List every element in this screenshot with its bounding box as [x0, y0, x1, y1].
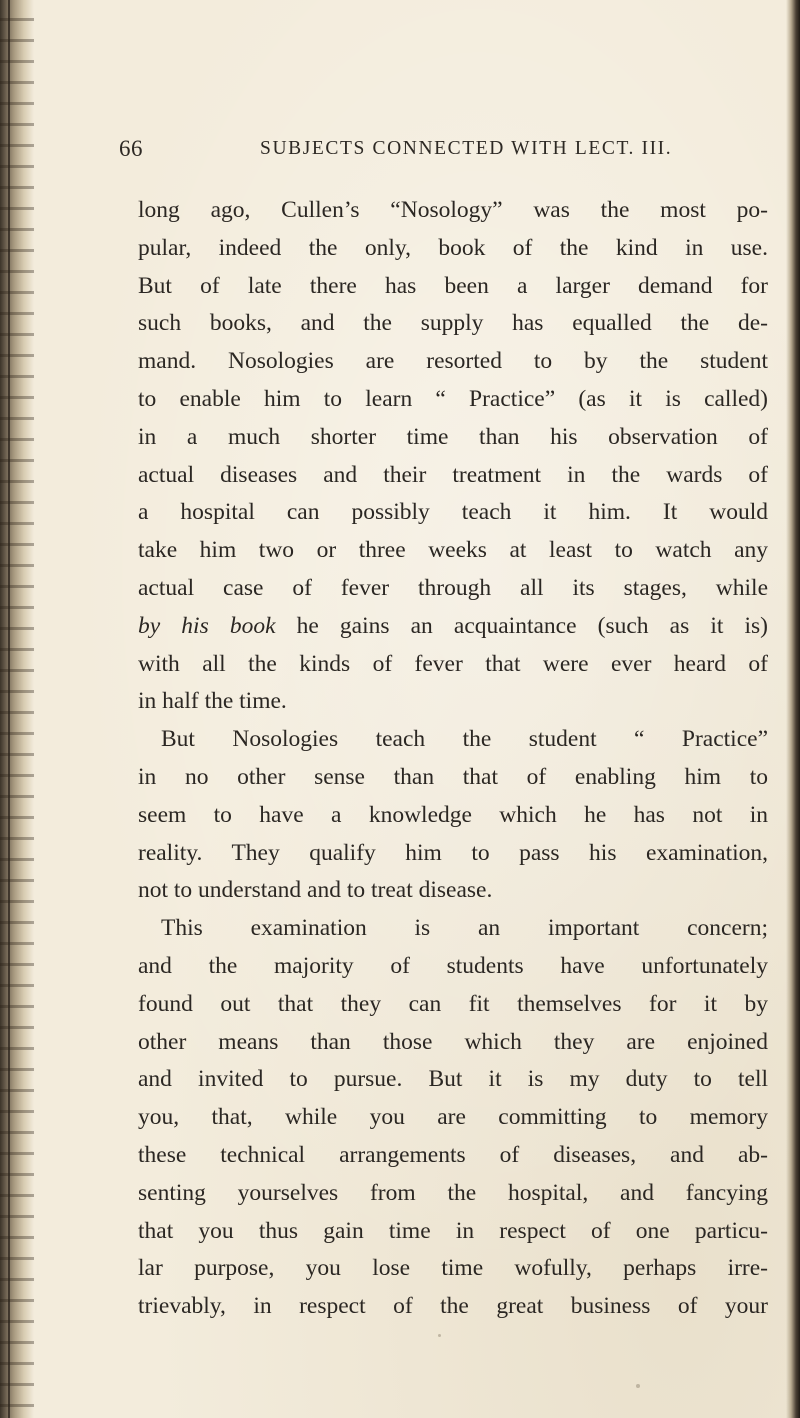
binding-edge: [0, 0, 34, 1418]
text-line: in no other sense than that of enabling him to: [138, 763, 768, 790]
text-line: that you thus gain time in respect of one particu-: [138, 1217, 768, 1244]
page-right-edge: [786, 0, 800, 1418]
text-line: to enable him to learn “ Practice” (as it is called): [138, 385, 768, 412]
paragraph-end-line: not to understand and to treat disease.: [138, 877, 493, 904]
text-line: take him two or three weeks at least to watch any: [138, 537, 768, 564]
paragraph-start-line: This examination is an important concern;: [161, 915, 768, 942]
text-line-with-italic: [138, 608, 768, 646]
text-line: long ago, Cullen’s “Nosology” was the most po-: [138, 197, 768, 223]
text-line-rest: he gains an acquaintance (such as it is): [275, 612, 768, 639]
text-line: and invited to pursue. But it is my duty to tell: [138, 1066, 768, 1093]
text-line: such books, and the supply has equalled the de-: [138, 310, 768, 337]
text-line: trievably, in respect of the great business of your: [138, 1293, 768, 1320]
paper-speck: [438, 1334, 441, 1337]
text-line: mand. Nosologies are resorted to by the student: [138, 348, 768, 375]
text-line: with all the kinds of fever that were ever heard of: [138, 650, 768, 677]
page-header: [119, 136, 769, 166]
italic-phrase: by his book: [138, 612, 276, 639]
text-line: But of late there has been a larger demand for: [138, 272, 768, 299]
text-line: lar purpose, you lose time wofully, perhaps irre-: [138, 1255, 768, 1282]
text-line: actual diseases and their treatment in the wards of: [138, 461, 768, 488]
page-number: 66: [119, 136, 143, 161]
body-text: [138, 192, 768, 1326]
binding-stitch-line: [8, 0, 10, 1418]
running-head: SUBJECTS CONNECTED WITH LECT. III.: [260, 138, 673, 159]
text-line: in a much shorter time than his observation of: [138, 423, 768, 450]
text-line: reality. They qualify him to pass his examination,: [138, 839, 768, 866]
text-line: a hospital can possibly teach it him. It would: [138, 499, 768, 526]
paragraph-start-line: But Nosologies teach the student “ Practice”: [161, 726, 768, 753]
text-line: other means than those which they are enjoined: [138, 1028, 768, 1055]
paper-speck: [636, 1384, 640, 1388]
text-line: found out that they can fit themselves for it by: [138, 990, 768, 1017]
text-line: these technical arrangements of diseases, and ab-: [138, 1141, 768, 1168]
text-line: pular, indeed the only, book of the kind in use.: [138, 234, 768, 261]
text-line: actual case of fever through all its stages, while: [138, 574, 768, 601]
text-line: seem to have a knowledge which he has not in: [138, 801, 768, 828]
text-line: you, that, while you are committing to memory: [138, 1104, 768, 1131]
text-line: and the majority of students have unfortunately: [138, 952, 768, 979]
paragraph-end-line: in half the time.: [138, 688, 287, 715]
text-line: senting yourselves from the hospital, and fancying: [138, 1179, 768, 1206]
